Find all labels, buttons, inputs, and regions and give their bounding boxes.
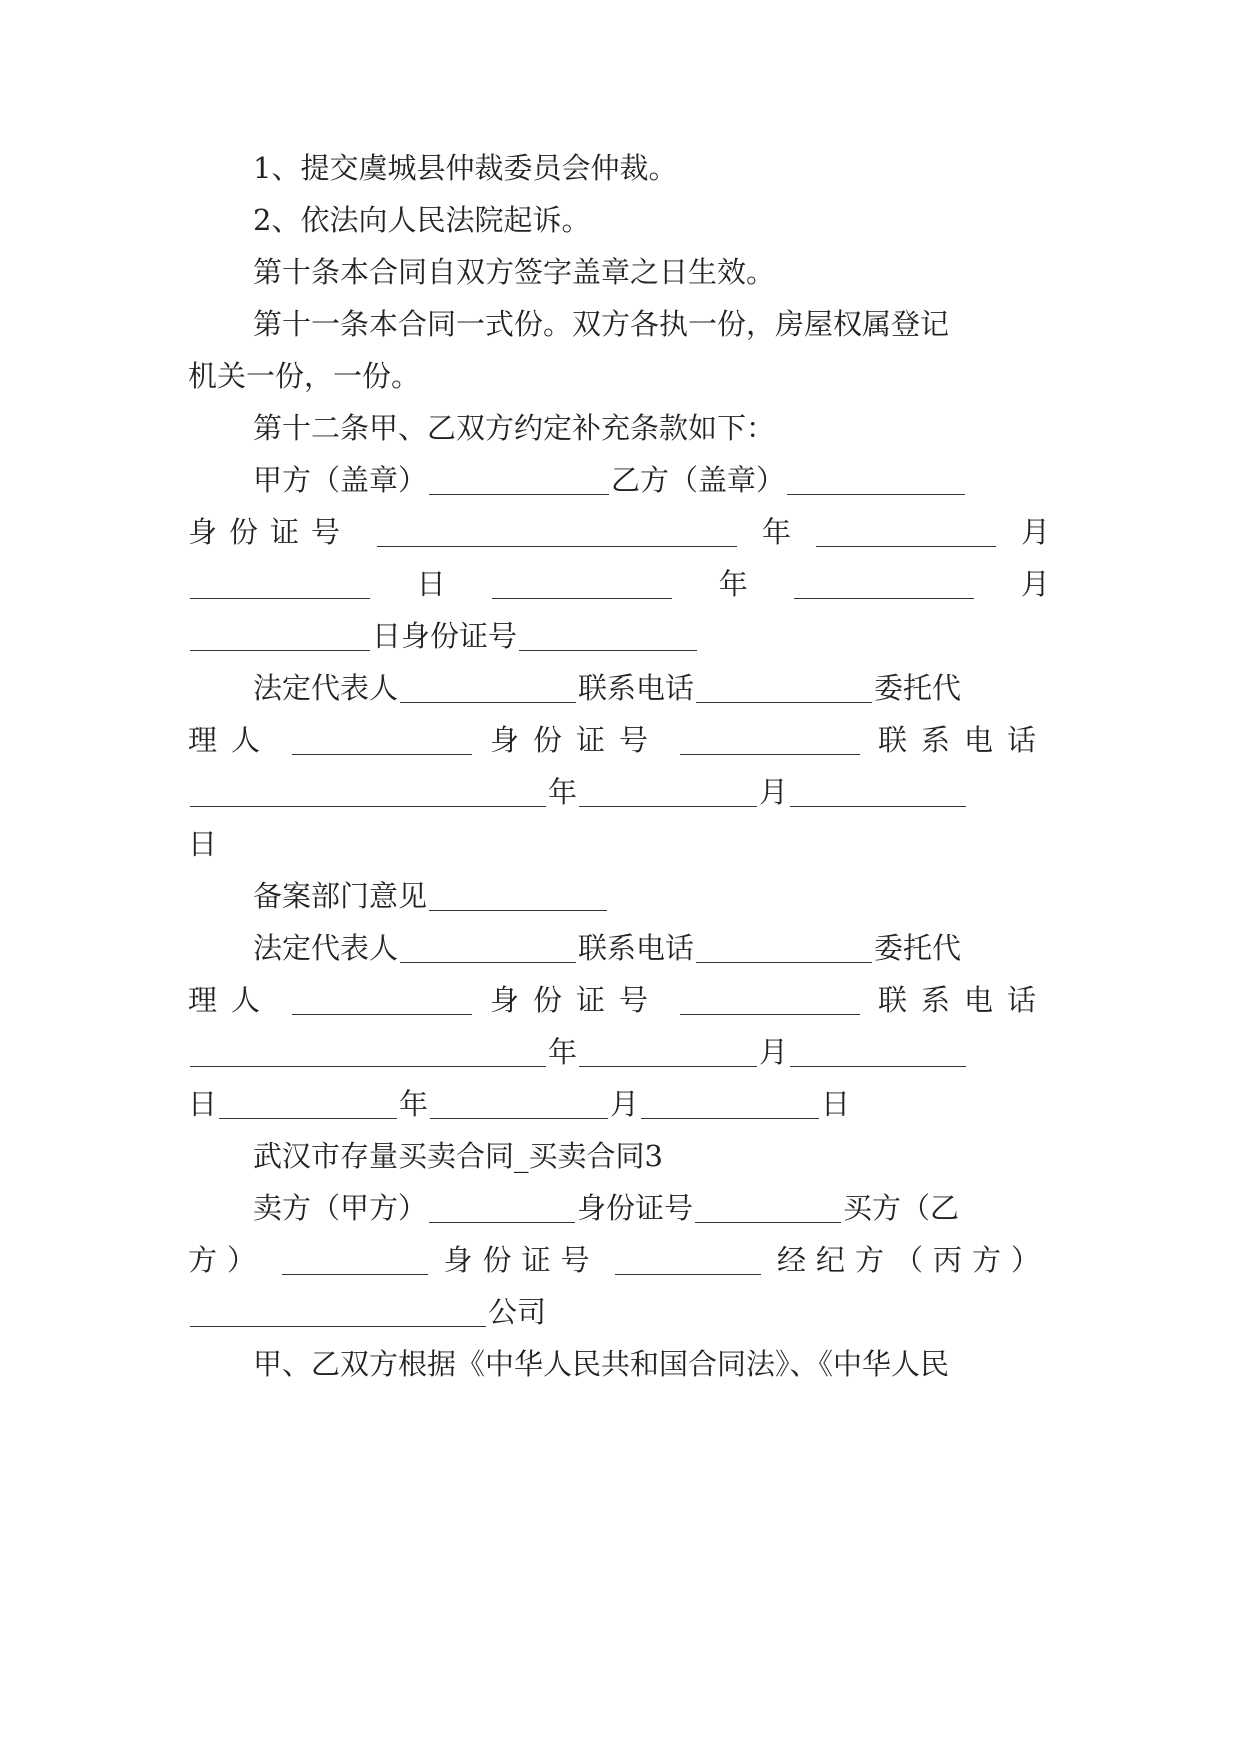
agent-id-label-2: 身份证号 [489, 983, 662, 1017]
seal-line [188, 452, 1050, 508]
agent-phone-blank [190, 806, 546, 807]
month-blank-2 [190, 650, 370, 651]
agent-head-label: 委托代 [874, 671, 962, 705]
agent-date-line [188, 764, 1050, 820]
id-blank-2 [519, 650, 697, 651]
agent-year-label-2: 年 [548, 1035, 578, 1069]
clause-court: 2、依法向人民法院起诉。 [253, 203, 591, 237]
agent-year-blank [579, 806, 757, 807]
agent-year-blank-2 [579, 1066, 757, 1067]
filing-line [188, 868, 1050, 924]
clause-eleven: 第十一条本合同一式份。双方各执一份，房屋权属登记 [253, 307, 950, 341]
year-label: 年 [761, 515, 791, 549]
buyer-id-label: 身份证号 [443, 1243, 600, 1277]
final-day-label-2: 日 [821, 1087, 851, 1121]
day-id-line [188, 608, 1050, 664]
agent-blank [292, 754, 472, 755]
agent-month-label: 月 [759, 775, 789, 809]
phone-label-2: 联系电话 [578, 931, 695, 965]
agent-date-line-2 [188, 1024, 1050, 1080]
company-label: 公司 [488, 1295, 547, 1329]
month-blank [190, 598, 370, 599]
id-label: 身份证号 [188, 515, 353, 549]
legal-rep-line-2 [188, 920, 1050, 976]
phone-blank-2 [696, 962, 872, 963]
agent-head-label-2: 委托代 [874, 931, 962, 965]
company-line [188, 1284, 1050, 1340]
year-label-2: 年 [718, 567, 748, 601]
agent-tail-label-2: 理人 [188, 983, 275, 1017]
seller-id-blank [695, 1222, 841, 1223]
legal-rep-blank [400, 702, 576, 703]
parties-line-2 [188, 1232, 1050, 1288]
seller-blank [429, 1222, 575, 1223]
agent-tail-label: 理人 [188, 723, 275, 757]
legal-rep-label-2: 法定代表人 [253, 931, 399, 965]
agent-month-label-2: 月 [759, 1035, 789, 1069]
day-id-label: 日身份证号 [372, 619, 518, 653]
agent-year-label: 年 [548, 775, 578, 809]
agent-day-label: 日 [188, 827, 218, 861]
agent-month-blank-2 [790, 1066, 966, 1067]
clause-eleven-cont: 机关一份，一份。 [188, 359, 421, 393]
party-b-seal-label: 乙方（盖章） [611, 463, 786, 497]
seller-id-label: 身份证号 [577, 1191, 694, 1225]
agent-phone-label-2: 联系电话 [877, 983, 1050, 1017]
phone-blank [696, 702, 872, 703]
party-a-seal-blank [429, 494, 609, 495]
agent-id-blank [680, 754, 860, 755]
basis-line: 甲、乙双方根据《中华人民共和国合同法》、《中华人民 [253, 1347, 950, 1381]
month-label: 月 [1020, 515, 1050, 549]
final-year-label: 年 [399, 1087, 429, 1121]
clause-twelve: 第十二条甲、乙双方约定补充条款如下： [253, 411, 776, 445]
party-a-seal-label: 甲方（盖章） [253, 463, 428, 497]
agent-id-blank-2 [680, 1014, 860, 1015]
filing-label: 备案部门意见 [253, 879, 428, 913]
final-month-label: 月 [610, 1087, 640, 1121]
phone-label: 联系电话 [578, 671, 695, 705]
date-line [188, 556, 1050, 612]
agent-line [188, 712, 1050, 768]
agent-month-blank [790, 806, 966, 807]
buyer-blank [282, 1274, 428, 1275]
id-blank [377, 546, 737, 547]
day-label: 日 [416, 567, 446, 601]
year-blank-2 [794, 598, 974, 599]
company-blank [190, 1326, 486, 1327]
agent-phone-blank-2 [190, 1066, 546, 1067]
agent-line-2 [188, 972, 1050, 1028]
month-label-2: 月 [1020, 567, 1050, 601]
day-blank [492, 598, 672, 599]
broker-label: 经纪方（丙方） [776, 1243, 1050, 1277]
final-date-line [188, 1076, 1050, 1132]
buyer-head-label: 买方（乙 [843, 1191, 960, 1225]
legal-rep-line [188, 660, 1050, 716]
clause-arbitration: 1、提交虞城县仲裁委员会仲裁。 [253, 151, 678, 185]
buyer-id-blank [615, 1274, 761, 1275]
contract3-title: 武汉市存量买卖合同_买卖合同3 [253, 1139, 663, 1173]
agent-phone-label: 联系电话 [877, 723, 1050, 757]
agent-blank-2 [292, 1014, 472, 1015]
party-b-seal-blank [787, 494, 965, 495]
legal-rep-label: 法定代表人 [253, 671, 399, 705]
final-day-blank [219, 1118, 397, 1119]
clause-ten: 第十条本合同自双方签字盖章之日生效。 [253, 255, 776, 289]
final-day-label: 日 [188, 1087, 218, 1121]
agent-id-label: 身份证号 [489, 723, 662, 757]
parties-line [188, 1180, 1050, 1236]
agent-day-line [188, 816, 1050, 872]
final-month-blank [641, 1118, 819, 1119]
seller-label: 卖方（甲方） [253, 1191, 428, 1225]
buyer-tail-label: 方） [188, 1243, 267, 1277]
final-year-blank [430, 1118, 608, 1119]
id-date-line [188, 504, 1050, 560]
legal-rep-blank-2 [400, 962, 576, 963]
year-blank [816, 546, 996, 547]
filing-blank [429, 910, 607, 911]
